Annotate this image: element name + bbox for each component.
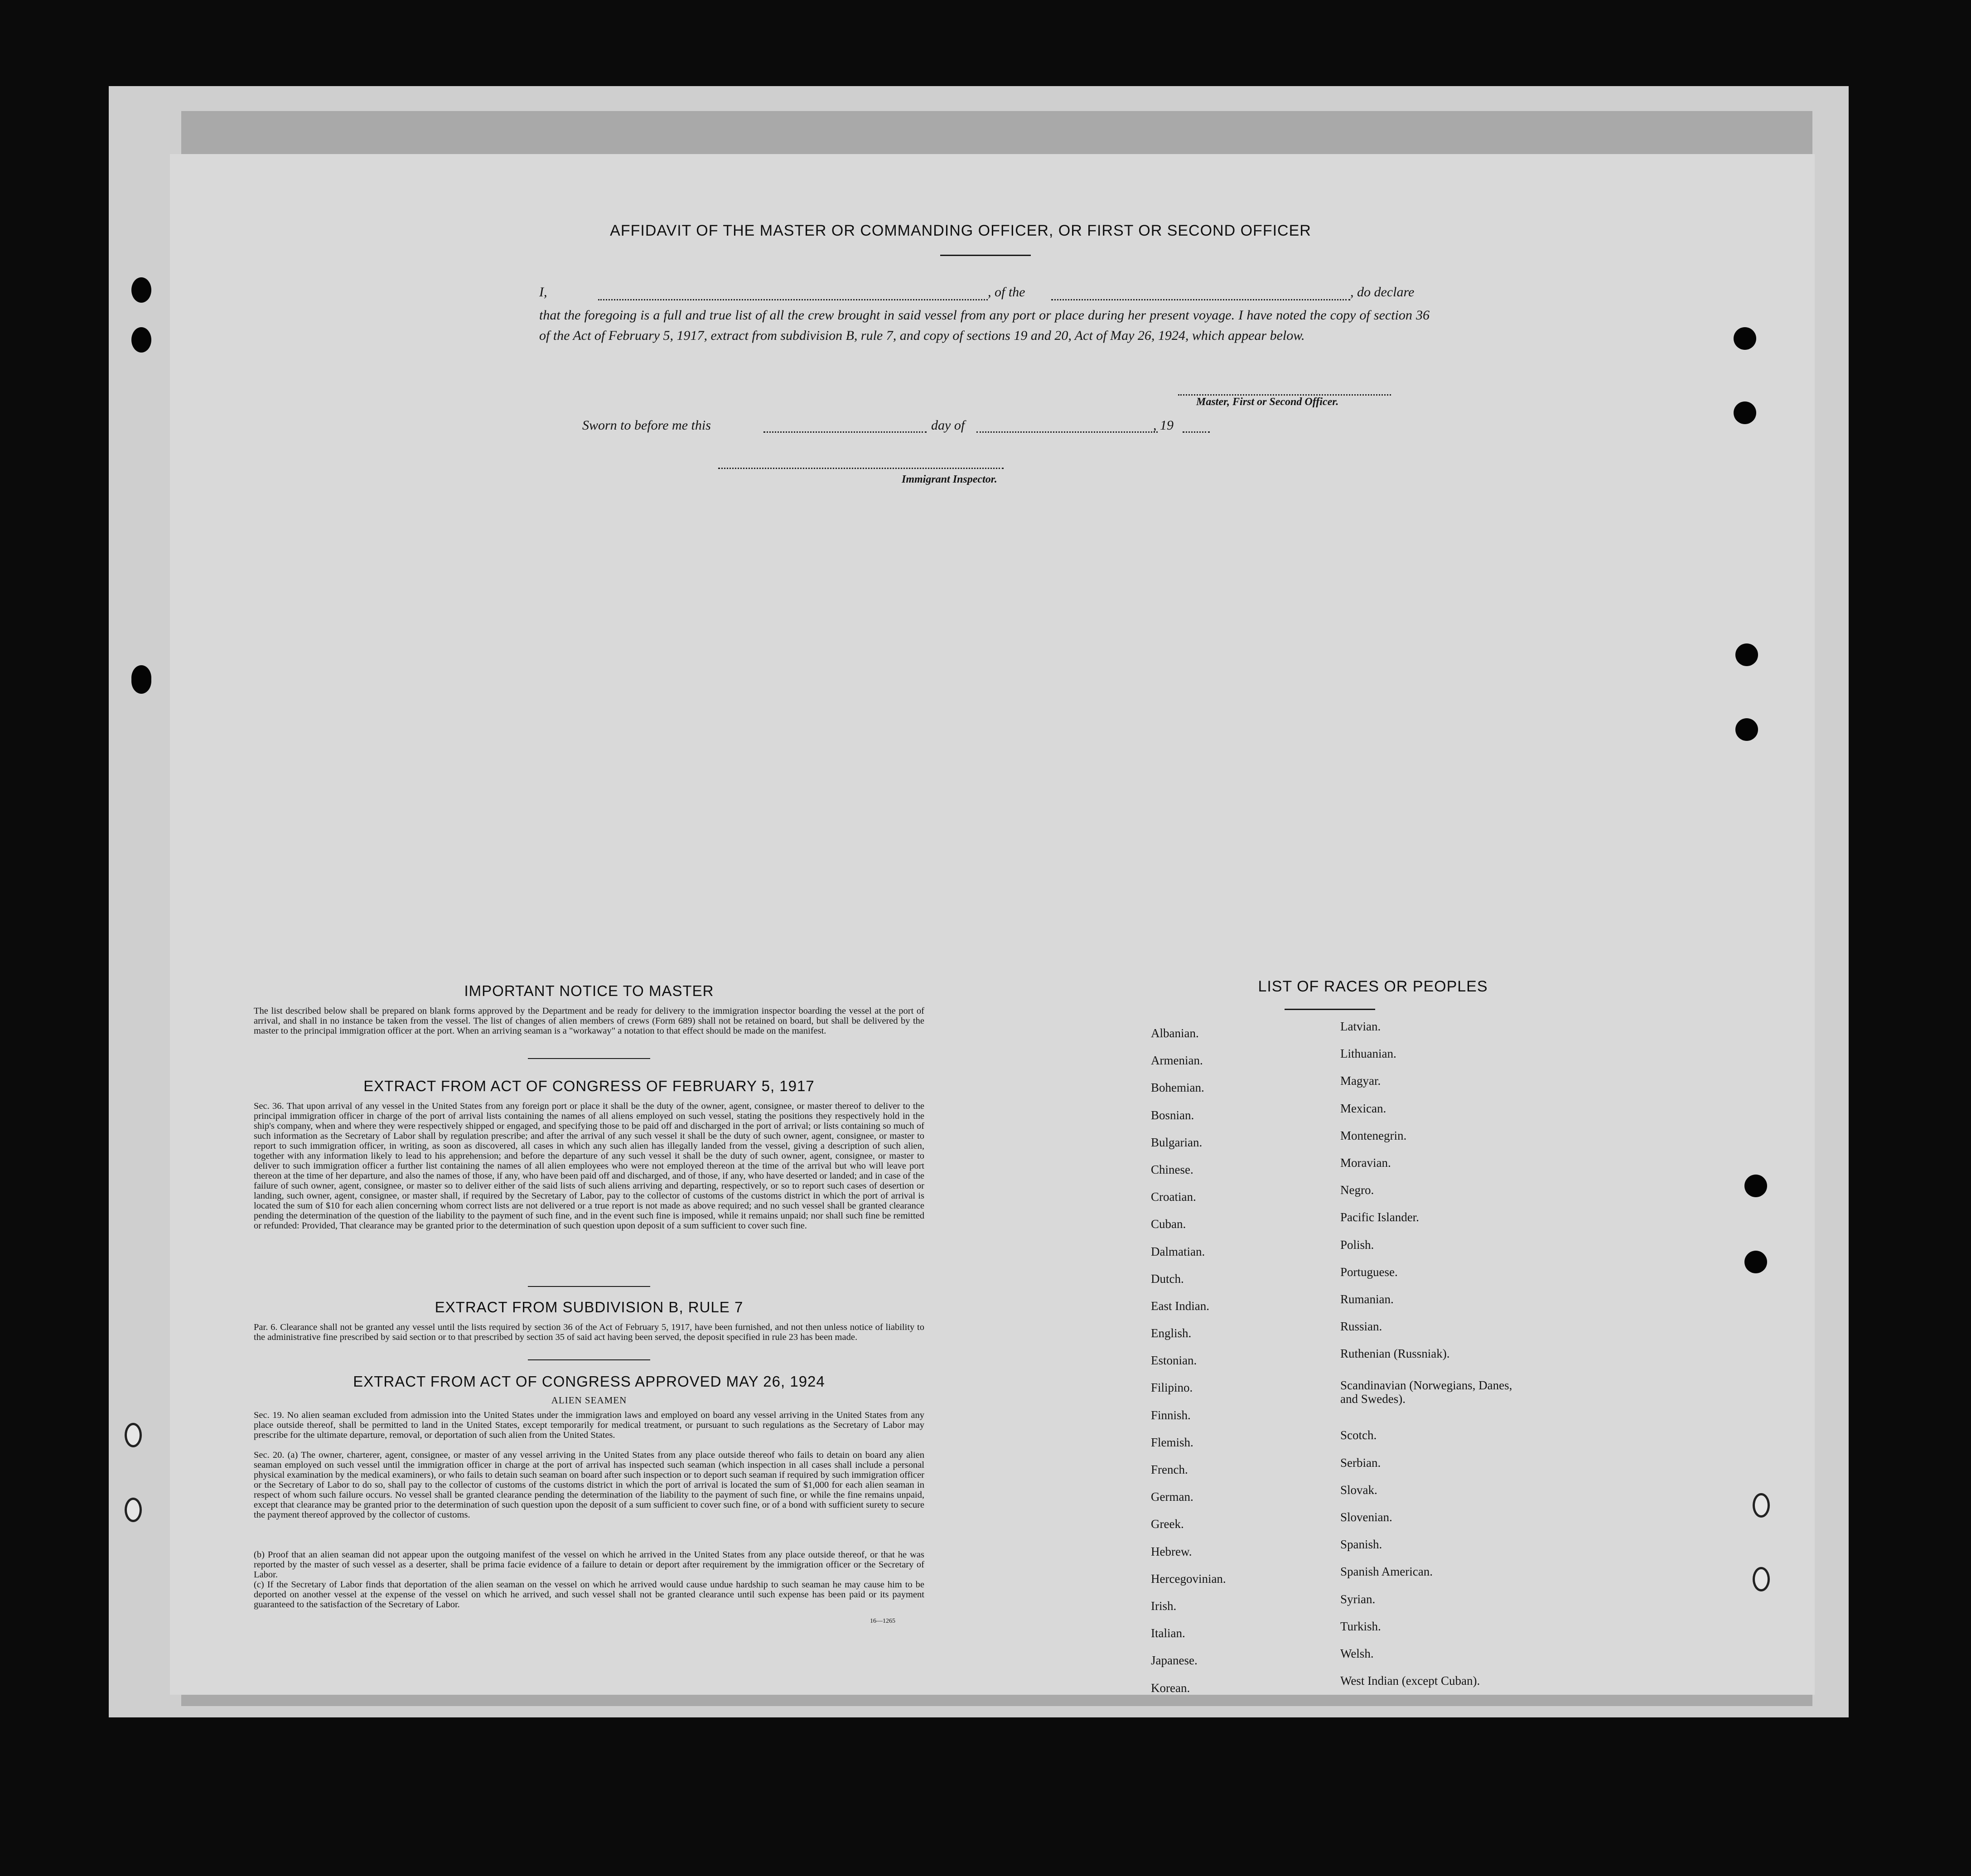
race-item: Mexican. — [1340, 1101, 1386, 1115]
race-item: Chinese. — [1151, 1162, 1193, 1176]
race-item: Spanish American. — [1340, 1565, 1433, 1579]
punch-hole — [1734, 327, 1756, 350]
race-item: Croatian. — [1151, 1190, 1196, 1204]
extract-1924-sec20b: (b) Proof that an alien seaman did not appear upon the outgoing manifest of the vessel on which he arrived in the United States from any place outside thereof, or that he was reported by the master of such vessel as a deserter, shall be prima facie evidence of a failure to detain or deport after requirement by the immigration officer or the Secretary of Labor. — [254, 1550, 924, 1580]
race-item: Armenian. — [1151, 1054, 1203, 1068]
year-label: , 19 — [1153, 418, 1174, 433]
divider — [528, 1058, 650, 1059]
race-item: Albanian. — [1151, 1026, 1199, 1040]
declare-label: , do declare — [1350, 285, 1415, 300]
races-right-column — [1340, 1020, 1549, 1701]
race-item: Dalmatian. — [1151, 1244, 1205, 1258]
extract-rule7-body: Par. 6. Clearance shall not be granted any vessel until the lists required by section 36 of the Act of February 5, 1917, have been furnished, and not then unless notice of liability to the administrative fine prescribed by said section or to that prescribed by section 35 of said act having been served, the deposit specified in rule 23 has been made. — [254, 1322, 924, 1342]
extract-1924-subtitle: ALIEN SEAMEN — [551, 1395, 627, 1406]
race-item: Dutch. — [1151, 1272, 1184, 1286]
punch-hole — [1734, 401, 1756, 424]
day-of-label: day of — [931, 418, 965, 433]
inspector-label: Immigrant Inspector. — [902, 474, 997, 485]
divider — [528, 1286, 650, 1287]
punch-hole — [1735, 643, 1758, 666]
sworn-label: Sworn to before me this — [582, 418, 711, 433]
race-item: Portuguese. — [1340, 1265, 1398, 1279]
race-item: French. — [1151, 1463, 1188, 1476]
sworn-month-field[interactable] — [976, 431, 1158, 433]
punch-hole — [1735, 718, 1758, 741]
race-item: Hercegovinian. — [1151, 1571, 1226, 1586]
race-item: Greek. — [1151, 1517, 1184, 1531]
race-item: East Indian. — [1151, 1299, 1209, 1313]
punch-hole — [125, 1423, 142, 1447]
race-item: Bohemian. — [1151, 1081, 1204, 1095]
extract-1924-title: EXTRACT FROM ACT OF CONGRESS APPROVED MAY 26, 1924 — [353, 1373, 825, 1390]
extract-1924-sec20c: (c) If the Secretary of Labor finds that deportation of the alien seaman on the vessel on which he arrived would cause undue hardship to such seaman he may cause him to be deported on another vessel at the expense of the vessel on which he arrived, and such vessel shall not be granted clearance until such expense has been paid or its payment guaranteed to the satisfaction of the Secretary of Labor. — [254, 1580, 924, 1610]
vessel-label: , of the — [988, 285, 1025, 300]
signature-field[interactable] — [1178, 394, 1391, 396]
declarant-name-field[interactable] — [598, 299, 988, 300]
race-item: Polish. — [1340, 1238, 1374, 1252]
race-item: Pacific Islander. — [1340, 1210, 1419, 1224]
race-item: Montenegrin. — [1340, 1128, 1407, 1142]
punch-hole — [1753, 1567, 1770, 1591]
punch-hole — [125, 1498, 142, 1522]
vessel-name-field[interactable] — [1051, 299, 1350, 300]
race-item: Hebrew. — [1151, 1544, 1192, 1558]
race-item: Irish. — [1151, 1599, 1177, 1613]
punch-hole — [131, 668, 151, 694]
race-item: German. — [1151, 1490, 1193, 1504]
race-item: Scotch. — [1340, 1428, 1377, 1442]
form-number: 16—1265 — [870, 1618, 895, 1625]
race-item: Negro. — [1340, 1183, 1374, 1197]
race-item: Spanish. — [1340, 1538, 1382, 1552]
race-item: Korean. — [1151, 1681, 1190, 1695]
race-item: Ruthenian (Russniak). — [1340, 1347, 1450, 1361]
race-item: Italian. — [1151, 1626, 1185, 1640]
notice-body: The list described below shall be prepared on blank forms approved by the Department and be ready for delivery to the immigration inspector boarding the vessel at the port of arrival, and shall in no instance be taken from the vessel. The list of changes of alien members of crews (Form 689) shall not be retained on board, but shall be delivered by the master to the principal immigration officer at the port. When an arriving seaman is a "workaway" a notation to that effect should be made on the manifest. — [254, 1006, 924, 1036]
race-item: Russian. — [1340, 1320, 1382, 1334]
race-item: English. — [1151, 1326, 1192, 1340]
extract-1924-sec19: Sec. 19. No alien seaman excluded from admission into the United States under the immigration laws and employed on board any vessel arriving in the United States from any place outside thereof, shall be permitted to land in the United States, except temporarily for medical treatment, or pursuant to such regulations as the Secretary of Labor may prescribe for the ultimate departure, removal, or deportation of such alien from the United States. — [254, 1410, 924, 1440]
race-item: Cuban. — [1151, 1217, 1186, 1231]
race-item: Finnish. — [1151, 1408, 1191, 1422]
race-item: Syrian. — [1340, 1592, 1376, 1606]
race-item: West Indian (except Cuban). — [1340, 1674, 1480, 1688]
extract-1917-body: Sec. 36. That upon arrival of any vessel in the United States from any foreign port or place it shall be the duty of the owner, agent, consignee, or master thereof to deliver to the principal immigration officer in charge of the port of arrival lists containing the names of all aliens employed on such vessel, stating the positions they respectively hold in the ship's company, when and where they were respectively shipped or engaged, and specifying those to be paid off and discharged in the port of arrival; or lists containing so much of such information as the Secretary of Labor shall by regulation prescribe; and after the arrival of any such vessel it shall be the duty of such owner, agent, consignee, or master to report to such immigration officer, in writing, as soon as discovered, all cases in which any such alien has illegally landed from the vessel, giving a description of such alien, together with any information likely to lead to his apprehension; and before the departure of any such vessel it shall be the duty of such owner, agent, consignee, or master to deliver to such immigration officer a further list containing the names of all alien employees who were not employed thereon at the time of the arrival but who will leave port thereon at the time of her departure, and also the names of those, if any, who have been paid off and discharged, and of those, if any, who have deserted or landed; and in case of the failure of such owner, agent, consignee, or master so to deliver either of the said lists of such aliens arriving and departing, respectively, or so to report such cases of desertion or landing, such owner, agent, consignee, or master shall, if required by the Secretary of Labor, pay to the collector of customs of the customs district in which the port of arrival is located the sum of $10 for each alien concerning whom correct lists are not delivered or a true report is not made as above required; and no such vessel shall be granted clearance pending the determination of the question of the liability to the payment of such fine, and in the event such fine is imposed, while it remains unpaid; nor shall such fine be remitted or refunded: Provided, That clearance may be granted prior to the determination of such question upon deposit of a sum sufficient to cover such fine. — [254, 1101, 924, 1231]
race-item: Latvian. — [1340, 1020, 1381, 1033]
divider — [1285, 1009, 1375, 1010]
sworn-year-field[interactable] — [1183, 431, 1210, 433]
race-item: Bulgarian. — [1151, 1135, 1203, 1149]
races-left-column — [1151, 1026, 1314, 1708]
race-item: Japanese. — [1151, 1654, 1198, 1668]
race-item: Flemish. — [1151, 1435, 1193, 1449]
declarant-label: I, — [539, 285, 547, 300]
races-title: LIST OF RACES OR PEOPLES — [1258, 978, 1488, 995]
signature-label: Master, First or Second Officer. — [1196, 396, 1339, 408]
punch-hole — [131, 277, 151, 303]
race-item: Moravian. — [1340, 1156, 1391, 1170]
punch-hole — [131, 327, 151, 353]
affidavit-title: AFFIDAVIT OF THE MASTER OR COMMANDING OFFICER, OR FIRST OR SECOND OFFICER — [610, 222, 1311, 239]
race-item: Filipino. — [1151, 1381, 1193, 1395]
affidavit-body: that the foregoing is a full and true list of all the crew brought in said vessel from any port or place during her present voyage. I have noted the copy of section 36 of the Act of February 5, 1917, extract from subdivision B, rule 7, and copy of sections 19 and 20, Act of May 26, 1924, which appear below. — [539, 308, 1430, 343]
race-item: Estonian. — [1151, 1354, 1197, 1368]
extract-1924-sec20a: Sec. 20. (a) The owner, charterer, agent, consignee, or master of any vessel arriving in the United States from any place outside thereof who fails to detain on board any alien seaman employed on such vessel until the immigration officer in charge at the port of arrival has inspected such seaman (which inspection in all cases shall include a personal physical examination by the medical examiners), or who fails to detain such seaman on board after such inspection or to deport such seaman if required by such immigration officer or the Secretary of Labor to do so, shall pay to the collector of customs of the customs district in which the port of arrival is located the sum of $1,000 for each alien seaman in respect of whom such failure occurs. No vessel shall be granted clearance pending the determination of the liability to the payment of such fine, or while the fine remains unpaid, except that clearance may be granted prior to the determination of such question upon the deposit of a sum sufficient to cover such fine, or of a bond with sufficient surety to secure the payment thereof approved by the collector of customs. — [254, 1450, 924, 1520]
punch-hole — [1744, 1251, 1767, 1273]
race-item: Scandinavian (Norwegians, Danes, and Swedes). — [1340, 1378, 1512, 1406]
divider — [940, 255, 1031, 256]
extract-rule7-title: EXTRACT FROM SUBDIVISION B, RULE 7 — [435, 1299, 744, 1315]
race-item: Lithuanian. — [1340, 1047, 1396, 1061]
race-item: Rumanian. — [1340, 1292, 1394, 1306]
inspector-signature-field[interactable] — [718, 468, 1004, 469]
divider — [528, 1359, 650, 1360]
punch-hole — [1753, 1493, 1770, 1518]
race-item: Slovenian. — [1340, 1510, 1392, 1524]
race-item: Turkish. — [1340, 1619, 1381, 1633]
race-item: Slovak. — [1340, 1483, 1377, 1497]
sworn-date-field[interactable] — [763, 431, 927, 433]
notice-title: IMPORTANT NOTICE TO MASTER — [464, 982, 714, 999]
extract-1917-title: EXTRACT FROM ACT OF CONGRESS OF FEBRUARY 5, 1917 — [363, 1078, 815, 1094]
punch-hole — [1744, 1175, 1767, 1197]
race-item: Welsh. — [1340, 1646, 1374, 1660]
race-item: Bosnian. — [1151, 1108, 1194, 1122]
race-item: Magyar. — [1340, 1074, 1381, 1088]
race-item: Serbian. — [1340, 1455, 1381, 1470]
